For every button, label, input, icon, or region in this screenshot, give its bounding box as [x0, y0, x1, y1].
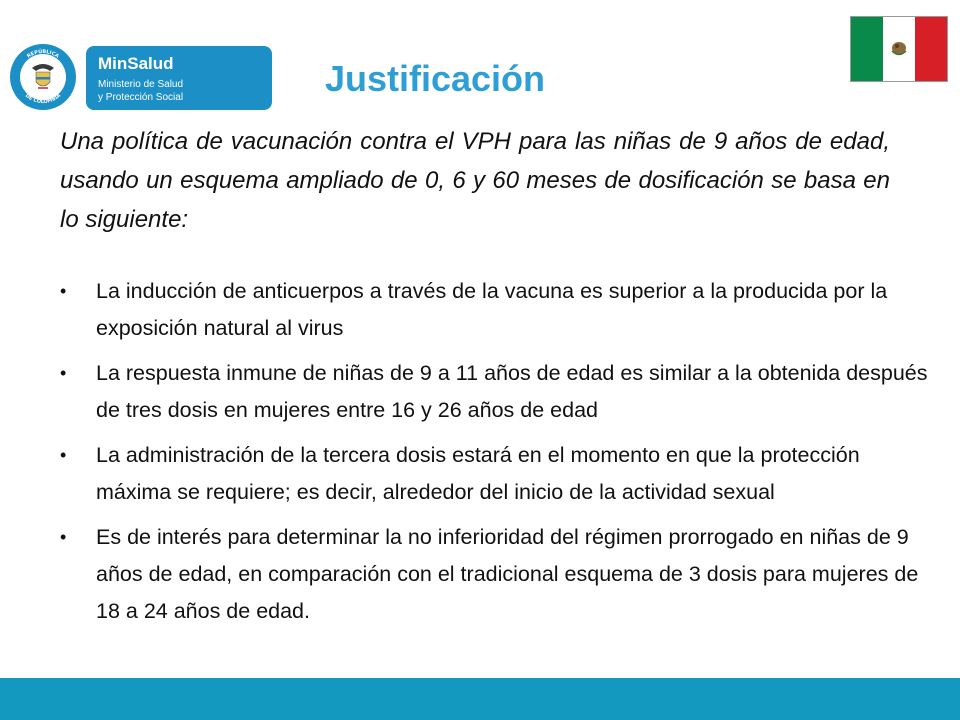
seal-text-top: REPÚBLICA [26, 48, 60, 60]
brand-subtitle-line1: Ministerio de Salud [98, 79, 184, 90]
bullet-text: Es de interés para determinar la no inferioridad del régimen prorrogado en niñas de 9 años de edad, en comparación con el tradicional esquema de 3 dosis para mujeres de 18 a 24 años de edad. [96, 525, 919, 623]
bullet-dot: • [60, 527, 67, 547]
bullet-item [60, 519, 938, 630]
bullet-item [60, 273, 938, 347]
brand-name: MinSalud [98, 54, 174, 73]
seal-text-bottom: DE COLOMBIA [23, 92, 63, 106]
footer-bar [0, 678, 960, 720]
bullet-text: La administración de la tercera dosis estará en el momento en que la protección máxima se requiere; es decir, alrededor del inicio de la actividad sexual [96, 443, 860, 504]
brand-subtitle-line2: y Protección Social [98, 92, 184, 103]
bullet-dot: • [60, 363, 67, 383]
intro-paragraph: Una política de vacunación contra el VPH para las niñas de 9 años de edad, usando un esquema ampliado de 0, 6 y 60 meses de dosificación se basa en lo siguiente: [60, 128, 890, 233]
slide-title: Justificación [324, 58, 546, 99]
bullet-text: La respuesta inmune de niñas de 9 a 11 años de edad es similar a la obtenida después de tres dosis en mujeres entre 16 y 26 años de edad [96, 361, 928, 422]
bullet-list [60, 273, 938, 638]
bullet-dot: • [60, 445, 67, 465]
bullet-text: La inducción de anticuerpos a través de la vacuna es superior a la producida por la exposición natural al virus [96, 279, 888, 340]
bullet-item [60, 437, 938, 511]
bullet-dot: • [60, 281, 67, 301]
bullet-item [60, 355, 938, 429]
